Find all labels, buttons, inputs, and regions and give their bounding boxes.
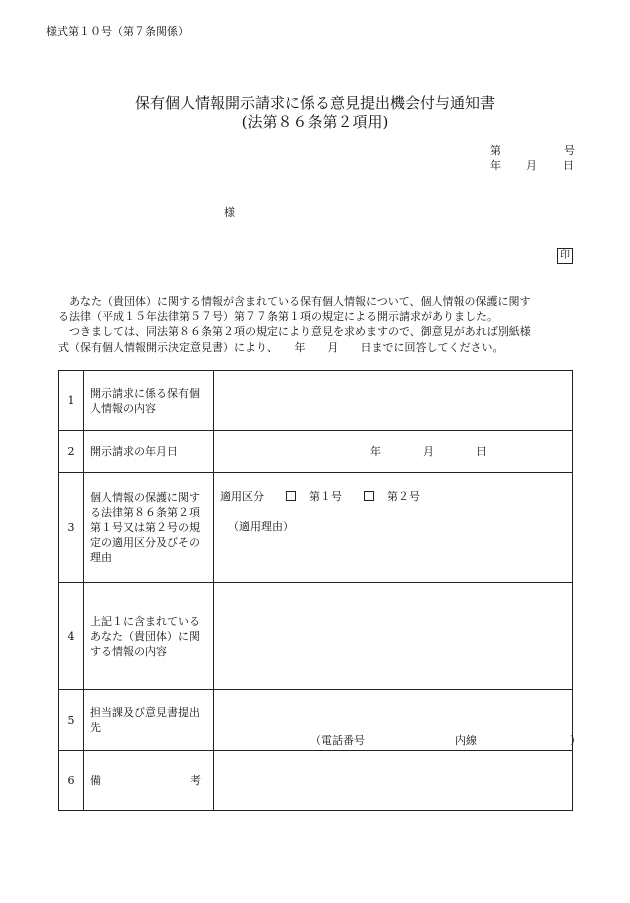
table-row xyxy=(59,690,573,751)
document-title: 保有個人情報開示請求に係る意見提出機会付与通知書 xyxy=(134,94,495,112)
row-label: 個人情報の保護に関する法律第８６条第２項第１号又は第２号の規定の適用区分及びその理由 xyxy=(84,473,214,583)
option-1-checkbox[interactable] xyxy=(286,491,296,501)
request-date-field[interactable] xyxy=(214,431,573,473)
date-year-label: 年 xyxy=(490,159,501,172)
row-number: 3 xyxy=(59,473,84,583)
row-label: 上記１に含まれているあなた（貴団体）に関する情報の内容 xyxy=(84,583,214,690)
request-month-label: 月 xyxy=(423,445,434,458)
table-row xyxy=(59,371,573,431)
table-row xyxy=(59,751,573,811)
row-label: 担当課及び意見書提出先 xyxy=(84,690,214,751)
table-row xyxy=(59,583,573,690)
reason-label: （適用理由） xyxy=(228,520,294,533)
document-subtitle: (法第８６条第２項用) xyxy=(241,113,389,131)
request-day-label: 日 xyxy=(476,445,487,458)
number-prefix: 第 xyxy=(490,144,501,157)
date-month-label: 月 xyxy=(526,159,537,172)
number-suffix: 号 xyxy=(564,144,575,157)
request-year-label: 年 xyxy=(370,445,381,458)
remarks-label-b: 考 xyxy=(190,774,201,787)
table-row xyxy=(59,473,573,583)
remarks-label-a: 備 xyxy=(90,774,101,787)
remarks-label xyxy=(84,751,214,811)
row-number: 1 xyxy=(59,371,84,431)
row-number: 5 xyxy=(59,690,84,751)
date-day-label: 日 xyxy=(563,159,574,172)
table-row xyxy=(59,431,573,473)
seal-mark: 印 xyxy=(557,248,573,264)
classification-field xyxy=(214,473,573,583)
extension-label: 内線 xyxy=(455,734,477,747)
phone-label: （電話番号 xyxy=(310,734,365,747)
body-line-1: あなた（貴団体）に関する情報が含まれている保有個人情報について、個人情報の保護に関す xyxy=(58,295,531,308)
row-label: 開示請求の年月日 xyxy=(84,431,214,473)
body-line-2: る法律（平成１５年法律第５７号）第７７条第１項の規定による開示請求がありました。 xyxy=(58,310,498,323)
phone-close: ） xyxy=(570,734,581,747)
option-1-label: 第１号 xyxy=(309,490,342,503)
related-info-field[interactable] xyxy=(214,583,573,690)
notice-table xyxy=(58,370,581,811)
body-line-3: つきましては、同法第８６条第２項の規定により意見を求めますので、御意見があれば別紙様 xyxy=(58,325,531,338)
option-2-checkbox[interactable] xyxy=(364,491,374,501)
addressee-suffix: 様 xyxy=(224,206,235,219)
contact-field[interactable] xyxy=(214,690,581,751)
row-number: 6 xyxy=(59,751,84,811)
row-label: 開示請求に係る保有個人情報の内容 xyxy=(84,371,214,431)
remarks-field[interactable] xyxy=(214,751,573,811)
option-2-label: 第２号 xyxy=(387,490,420,503)
form-number: 様式第１０号（第７条関係） xyxy=(46,25,189,38)
row-number: 2 xyxy=(59,431,84,473)
info-content-field[interactable] xyxy=(214,371,573,431)
body-line-4: 式（保有個人情報開示決定意見書）により、 年 月 日までに回答してください。 xyxy=(58,341,504,354)
classification-label: 適用区分 xyxy=(220,490,264,503)
row-number: 4 xyxy=(59,583,84,690)
